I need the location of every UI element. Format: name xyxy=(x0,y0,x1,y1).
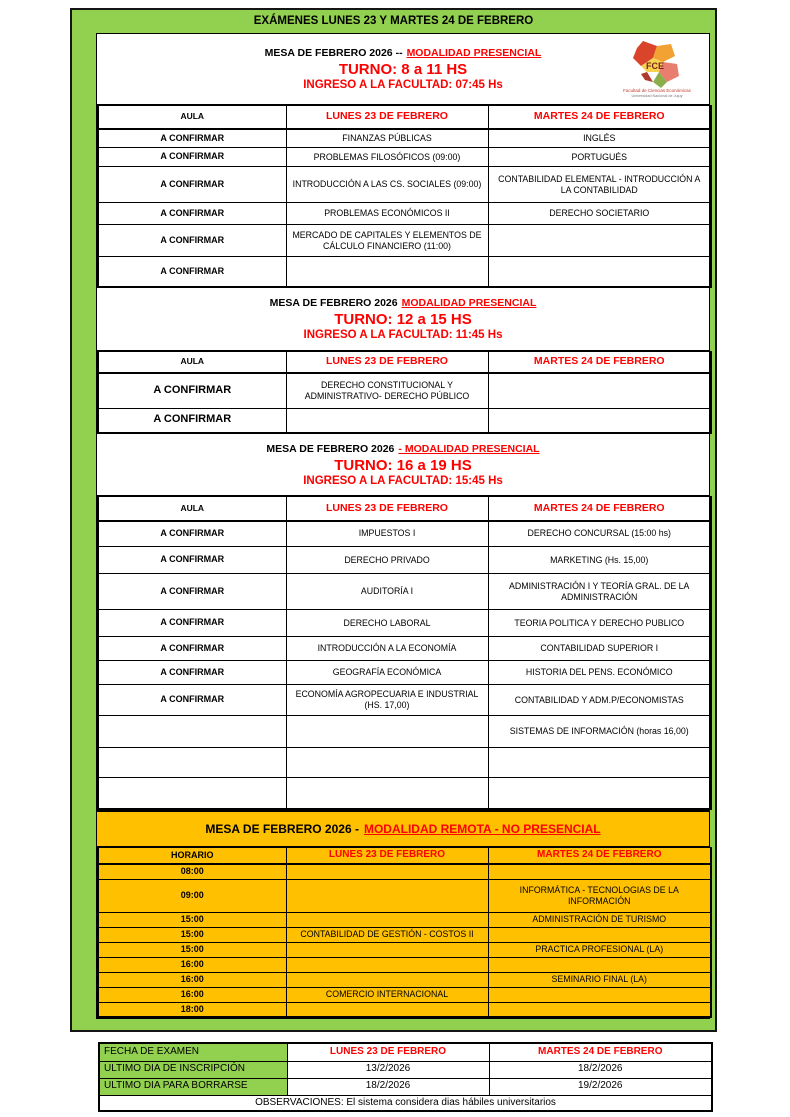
lunes-header: LUNES 23 DE FEBRERO xyxy=(286,351,488,373)
aula-cell: A CONFIRMAR xyxy=(98,574,286,610)
aula-cell: A CONFIRMAR xyxy=(98,257,286,287)
lunes-header: LUNES 23 DE FEBRERO xyxy=(286,847,488,864)
subject-cell xyxy=(488,778,711,809)
table-row xyxy=(98,225,711,257)
subject-cell: GEOGRAFÍA ECONÓMICA xyxy=(286,661,488,685)
section-header-turno-8-11 xyxy=(97,34,709,105)
martes-header: MARTES 24 DE FEBRERO xyxy=(488,106,711,129)
logo-letters: FCE xyxy=(646,61,664,71)
time-cell: 16:00 xyxy=(98,987,286,1002)
martes-header: MARTES 24 DE FEBRERO xyxy=(488,497,711,521)
table-row xyxy=(99,1061,712,1078)
remote-section-title xyxy=(97,810,709,847)
ingreso-label: INGRESO A LA FACULTAD: 11:45 Hs xyxy=(303,328,503,341)
time-cell: 16:00 xyxy=(98,957,286,972)
subject-cell xyxy=(488,257,711,287)
aula-cell: A CONFIRMAR xyxy=(98,225,286,257)
faculty-logo xyxy=(613,38,701,100)
table-row xyxy=(99,1078,712,1095)
martes-header: MARTES 24 DE FEBRERO xyxy=(489,1043,712,1061)
subject-cell: INTRODUCCIÓN A LA ECONOMÍA xyxy=(286,637,488,661)
subject-cell: HISTORIA DEL PENS. ECONÓMICO xyxy=(488,661,711,685)
mesa-line xyxy=(97,443,709,455)
section-header-turno-12-15 xyxy=(97,288,709,351)
table-row xyxy=(98,778,711,809)
logo-caption-2: Universidad Nacional de Jujuy xyxy=(631,94,683,98)
aula-header: AULA xyxy=(98,351,286,373)
subject-cell xyxy=(488,987,711,1002)
aula-cell: A CONFIRMAR xyxy=(98,685,286,716)
subject-cell: SEMINARIO FINAL (LA) xyxy=(488,972,711,987)
table-row xyxy=(98,148,711,167)
table-row xyxy=(98,129,711,148)
table-row xyxy=(98,1002,711,1017)
subject-cell xyxy=(488,225,711,257)
remote-title-prefix: MESA DE FEBRERO 2026 - xyxy=(205,821,359,836)
subject-cell: CONTABILIDAD DE GESTIÓN - COSTOS II xyxy=(286,927,488,942)
table-row xyxy=(98,637,711,661)
table-row xyxy=(98,661,711,685)
horario-header: HORARIO xyxy=(98,847,286,864)
table-row xyxy=(98,987,711,1002)
observaciones-text: OBSERVACIONES: El sistema considera dias hábiles universitarios xyxy=(99,1095,712,1111)
subject-cell: SISTEMAS DE INFORMACIÓN (horas 16,00) xyxy=(488,716,711,748)
subject-cell xyxy=(286,972,488,987)
subject-cell: CONTABILIDAD ELEMENTAL - INTRODUCCIÓN A LA CONTABILIDAD xyxy=(488,167,711,203)
table-row xyxy=(98,864,711,879)
subject-cell xyxy=(488,864,711,879)
table-row xyxy=(98,167,711,203)
board-inner-panel xyxy=(96,33,710,1019)
table-row xyxy=(98,942,711,957)
fechas-table xyxy=(98,1042,713,1112)
lunes-header: LUNES 23 DE FEBRERO xyxy=(287,1043,489,1061)
subject-cell xyxy=(488,373,711,408)
presencial-table-turno-12-15 xyxy=(97,351,712,435)
subject-cell: ADMINISTRACIÓN DE TURISMO xyxy=(488,912,711,927)
table-row xyxy=(98,521,711,547)
mesa-prefix: MESA DE FEBRERO 2026 xyxy=(269,296,398,309)
martes-header: MARTES 24 DE FEBRERO xyxy=(488,847,711,864)
aula-cell: A CONFIRMAR xyxy=(98,637,286,661)
subject-cell: ECONOMÍA AGROPECUARIA E INDUSTRIAL (HS. 17,00) xyxy=(286,685,488,716)
mesa-line xyxy=(97,297,709,309)
subject-cell: FINANZAS PÚBLICAS xyxy=(286,129,488,148)
lunes-header: LUNES 23 DE FEBRERO xyxy=(286,106,488,129)
subject-cell: INTRODUCCIÓN A LAS CS. SOCIALES (09:00) xyxy=(286,167,488,203)
table-header-row xyxy=(98,351,711,373)
subject-cell: MARKETING (Hs. 15,00) xyxy=(488,547,711,574)
time-cell: 15:00 xyxy=(98,912,286,927)
aula-cell: A CONFIRMAR xyxy=(98,521,286,547)
subject-cell: PROBLEMAS ECONÓMICOS II xyxy=(286,203,488,225)
subject-cell: COMERCIO INTERNACIONAL xyxy=(286,987,488,1002)
date-cell: 13/2/2026 xyxy=(287,1061,489,1078)
subject-cell xyxy=(286,1002,488,1017)
modalidad-label: MODALIDAD PRESENCIAL xyxy=(406,47,542,59)
subject-cell: DERECHO LABORAL xyxy=(286,610,488,637)
aula-cell: A CONFIRMAR xyxy=(98,373,286,408)
aula-cell xyxy=(98,778,286,809)
aula-header: AULA xyxy=(98,106,286,129)
aula-cell: A CONFIRMAR xyxy=(98,148,286,167)
table-row xyxy=(98,972,711,987)
subject-cell xyxy=(286,879,488,912)
subject-cell: DERECHO PRIVADO xyxy=(286,547,488,574)
table-row xyxy=(98,685,711,716)
inscripcion-label: ULTIMO DIA DE INSCRIPCIÓN xyxy=(99,1061,287,1078)
table-row xyxy=(98,879,711,912)
table-row xyxy=(98,574,711,610)
date-cell: 18/2/2026 xyxy=(287,1078,489,1095)
presencial-table-turno-16-19 xyxy=(97,496,712,810)
subject-cell: INGLÉS xyxy=(488,129,711,148)
borrarse-label: ULTIMO DIA PARA BORRARSE xyxy=(99,1078,287,1095)
time-cell: 15:00 xyxy=(98,927,286,942)
turno-label: TURNO: 16 a 19 HS xyxy=(334,456,472,474)
aula-cell: A CONFIRMAR xyxy=(98,167,286,203)
turno-label: TURNO: 12 a 15 HS xyxy=(334,310,472,328)
table-row xyxy=(98,748,711,778)
ingreso-label: INGRESO A LA FACULTAD: 15:45 Hs xyxy=(303,474,503,487)
aula-cell: A CONFIRMAR xyxy=(98,661,286,685)
subject-cell xyxy=(286,957,488,972)
aula-cell xyxy=(98,716,286,748)
subject-cell xyxy=(488,408,711,433)
turno-label: TURNO: 8 a 11 HS xyxy=(338,61,468,78)
table-row xyxy=(98,203,711,225)
date-cell: 18/2/2026 xyxy=(489,1061,712,1078)
subject-cell: DERECHO CONCURSAL (15:00 hs) xyxy=(488,521,711,547)
aula-cell: A CONFIRMAR xyxy=(98,129,286,148)
date-cell: 19/2/2026 xyxy=(489,1078,712,1095)
subject-cell: INFORMÁTICA - TECNOLOGIAS DE LA INFORMACIÓN xyxy=(488,879,711,912)
time-cell: 16:00 xyxy=(98,972,286,987)
subject-cell xyxy=(286,942,488,957)
subject-cell: DERECHO SOCIETARIO xyxy=(488,203,711,225)
subject-cell: CONTABILIDAD SUPERIOR I xyxy=(488,637,711,661)
table-header-row xyxy=(98,847,711,864)
table-row xyxy=(98,927,711,942)
table-row xyxy=(98,716,711,748)
subject-cell: MERCADO DE CAPITALES Y ELEMENTOS DE CÁLCULO FINANCIERO (11:00) xyxy=(286,225,488,257)
subject-cell xyxy=(286,716,488,748)
logo-caption-1: Facultad de Ciencias Económicas xyxy=(623,88,691,93)
aula-header: AULA xyxy=(98,497,286,521)
time-cell: 15:00 xyxy=(98,942,286,957)
subject-cell xyxy=(488,1002,711,1017)
table-row xyxy=(98,373,711,408)
subject-cell xyxy=(286,864,488,879)
subject-cell: ADMINISTRACIÓN I Y TEORÍA GRAL. DE LA ADMINISTRACIÓN xyxy=(488,574,711,610)
subject-cell xyxy=(286,257,488,287)
aula-cell xyxy=(98,748,286,778)
subject-cell: DERECHO CONSTITUCIONAL Y ADMINISTRATIVO- DERECHO PÚBLICO xyxy=(286,373,488,408)
subject-cell: IMPUESTOS I xyxy=(286,521,488,547)
presencial-table-turno-8-11 xyxy=(97,105,712,288)
subject-cell xyxy=(286,748,488,778)
aula-cell: A CONFIRMAR xyxy=(98,547,286,574)
subject-cell: PORTUGUÉS xyxy=(488,148,711,167)
section-header-turno-16-19 xyxy=(97,434,709,496)
aula-cell: A CONFIRMAR xyxy=(98,610,286,637)
table-row xyxy=(98,610,711,637)
table-row xyxy=(98,408,711,433)
table-header-row xyxy=(99,1043,712,1061)
subject-cell xyxy=(286,408,488,433)
subject-cell: PRACTICA PROFESIONAL (LA) xyxy=(488,942,711,957)
subject-cell xyxy=(488,957,711,972)
ingreso-label: INGRESO A LA FACULTAD: 07:45 Hs xyxy=(303,79,503,91)
table-row xyxy=(98,257,711,287)
table-row xyxy=(98,957,711,972)
exam-dates-footer xyxy=(98,1042,711,1112)
mesa-prefix: MESA DE FEBRERO 2026 xyxy=(266,442,395,455)
subject-cell: TEORIA POLITICA Y DERECHO PUBLICO xyxy=(488,610,711,637)
fecha-examen-label: FECHA DE EXAMEN xyxy=(99,1043,287,1061)
subject-cell: PROBLEMAS FILOSÓFICOS (09:00) xyxy=(286,148,488,167)
subject-cell: CONTABILIDAD Y ADM.P/ECONOMISTAS xyxy=(488,685,711,716)
martes-header: MARTES 24 DE FEBRERO xyxy=(488,351,711,373)
board-title: EXÁMENES LUNES 23 Y MARTES 24 DE FEBRERO xyxy=(253,15,534,27)
table-row xyxy=(98,912,711,927)
observaciones-row xyxy=(99,1095,712,1111)
lunes-header: LUNES 23 DE FEBRERO xyxy=(286,497,488,521)
aula-cell: A CONFIRMAR xyxy=(98,203,286,225)
exam-board xyxy=(70,8,717,1032)
table-header-row xyxy=(98,497,711,521)
remote-modalidad-label: MODALIDAD REMOTA - NO PRESENCIAL xyxy=(363,821,601,836)
remota-table xyxy=(97,847,712,1018)
table-header-row xyxy=(98,106,711,129)
aula-cell: A CONFIRMAR xyxy=(98,408,286,433)
subject-cell xyxy=(488,748,711,778)
modalidad-label: MODALIDAD PRESENCIAL xyxy=(401,296,537,309)
modalidad-label: - MODALIDAD PRESENCIAL xyxy=(398,442,540,455)
subject-cell xyxy=(286,778,488,809)
time-cell: 09:00 xyxy=(98,879,286,912)
subject-cell xyxy=(286,912,488,927)
table-row xyxy=(98,547,711,574)
time-cell: 08:00 xyxy=(98,864,286,879)
time-cell: 18:00 xyxy=(98,1002,286,1017)
mesa-prefix: MESA DE FEBRERO 2026 -- xyxy=(264,47,403,59)
subject-cell: AUDITORÍA I xyxy=(286,574,488,610)
subject-cell xyxy=(488,927,711,942)
